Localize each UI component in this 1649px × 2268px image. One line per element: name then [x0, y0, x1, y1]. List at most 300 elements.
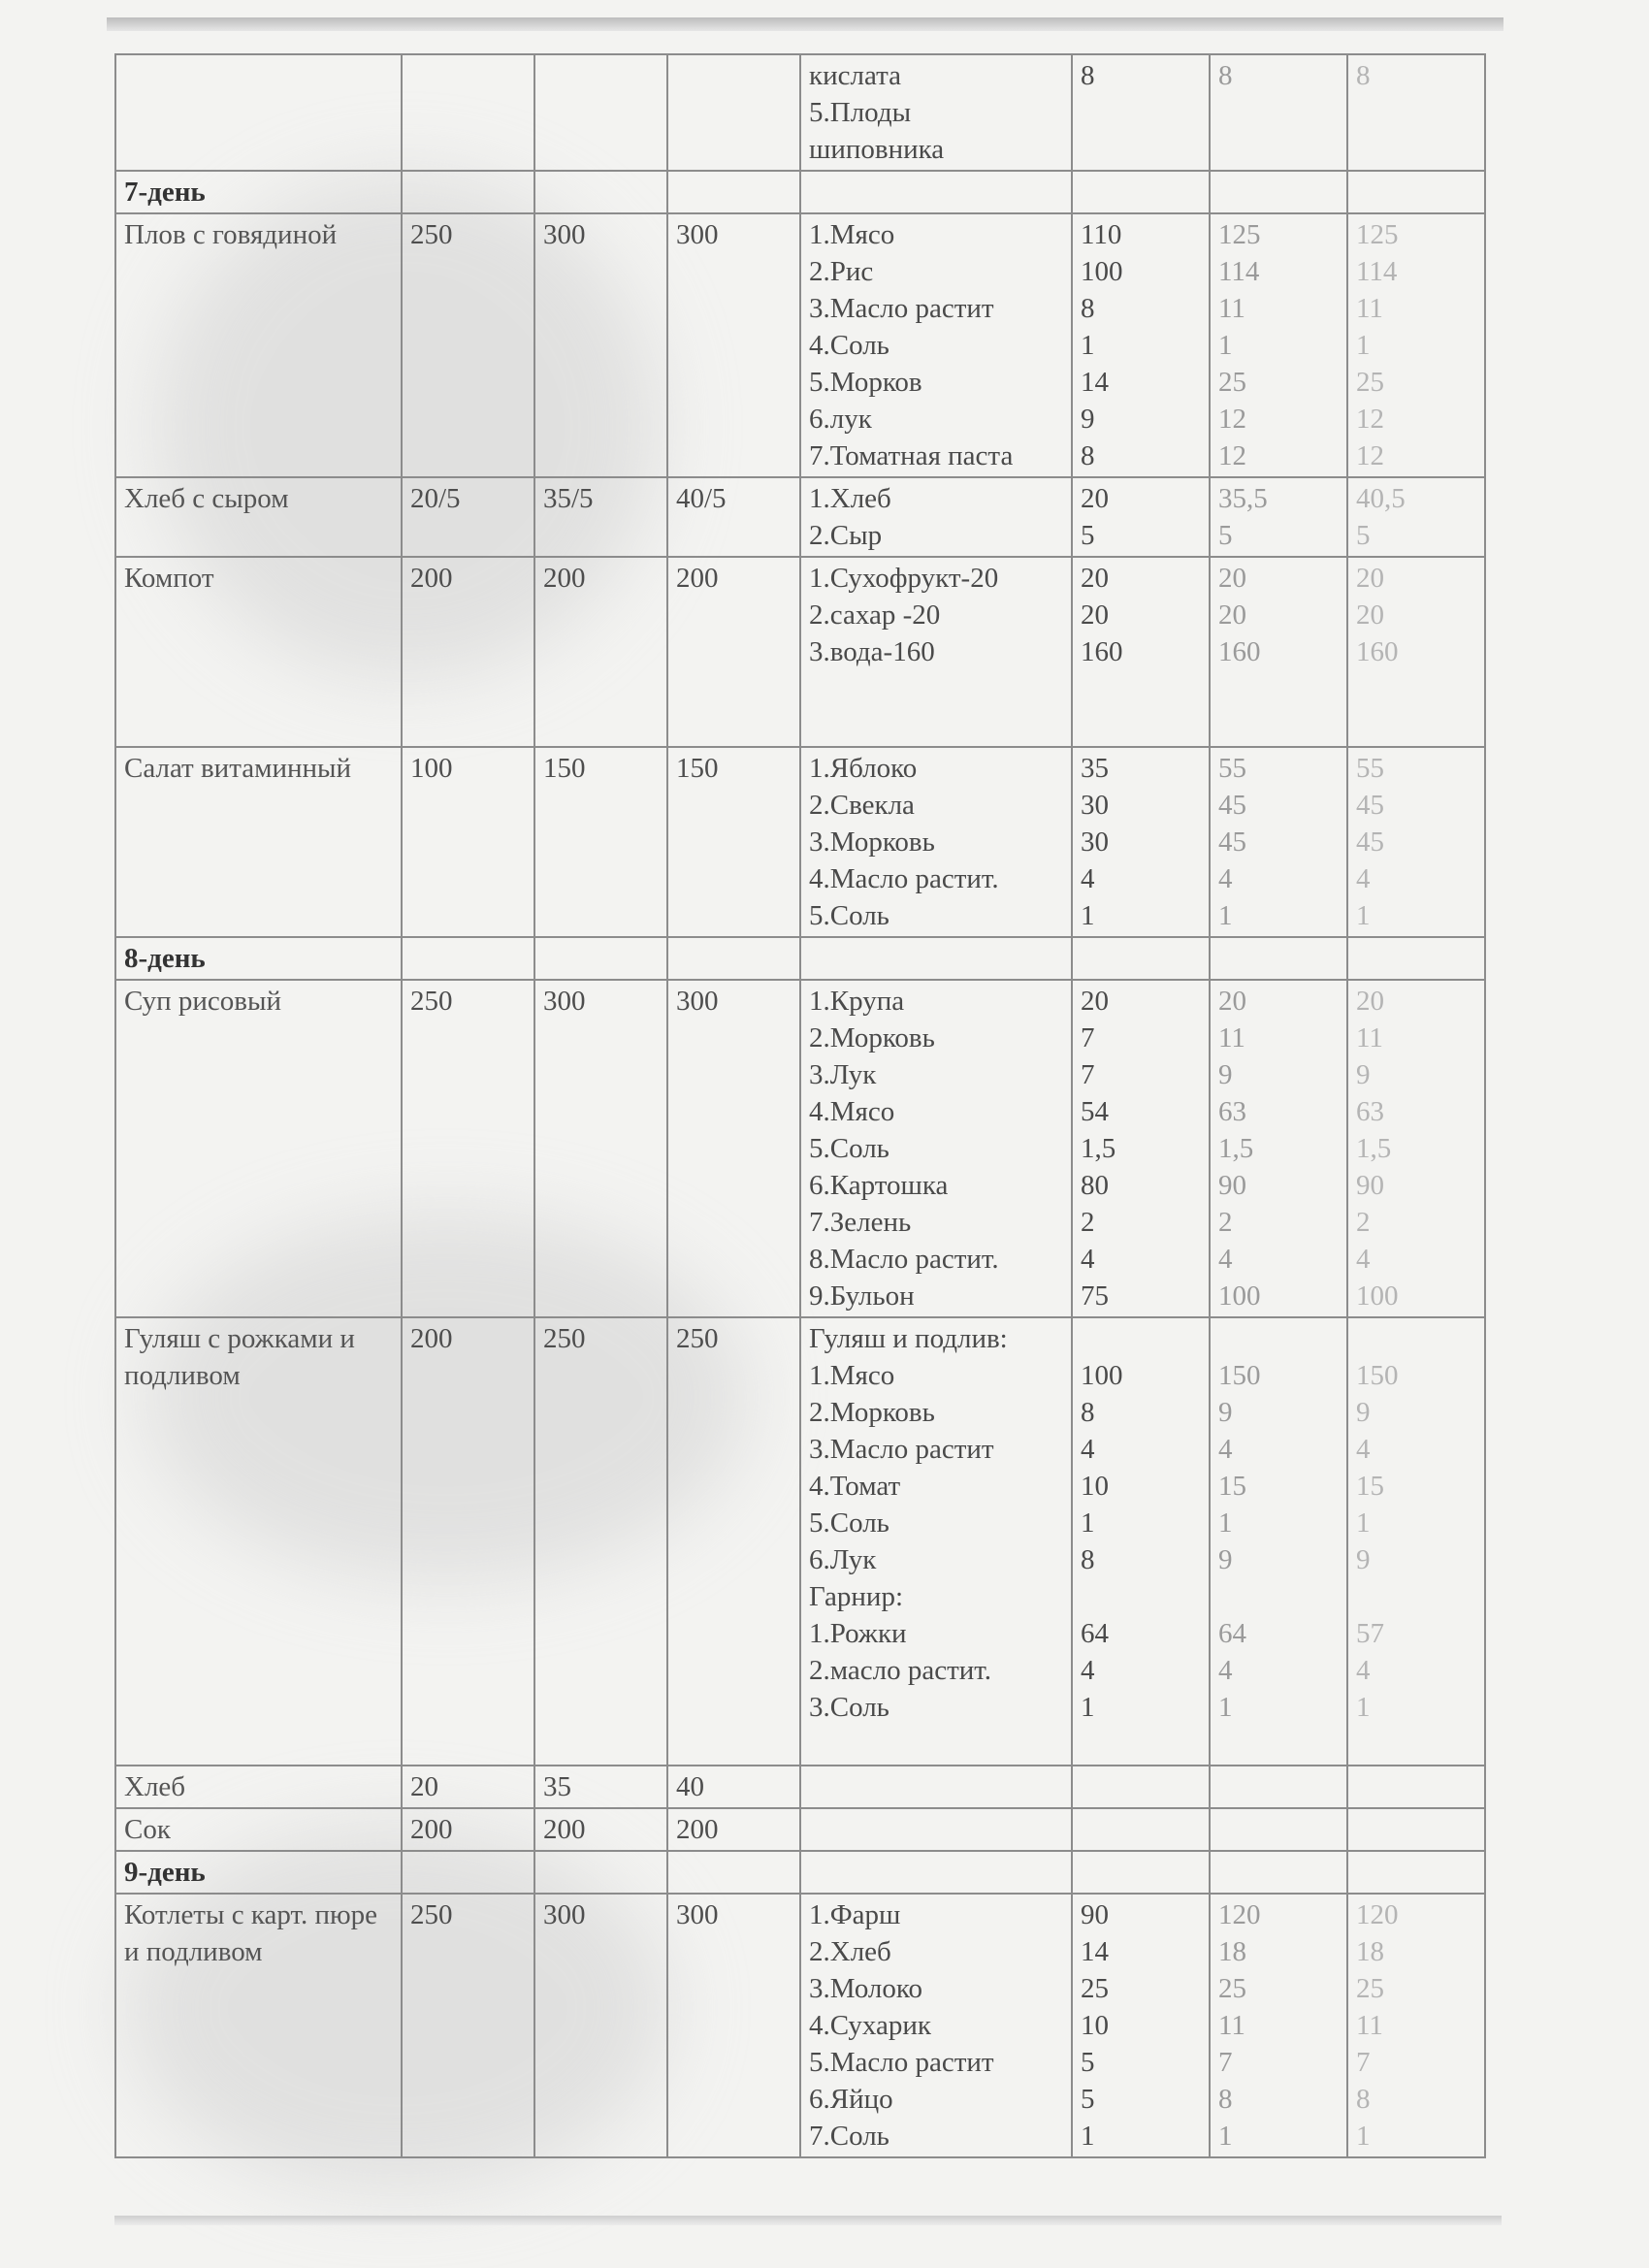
empty-cell	[402, 1851, 534, 1894]
dish-name: Сок	[115, 1808, 402, 1851]
gram-value: 20	[1356, 599, 1384, 631]
table-row	[115, 557, 1485, 747]
grams-c	[1347, 1808, 1485, 1851]
ingredient-item: 6.лук	[809, 404, 872, 435]
gram-value: 4	[1218, 863, 1233, 894]
ingredient-item: 3.Морковь	[809, 826, 935, 858]
ingredients-cell	[800, 980, 1072, 1317]
grams-a	[1072, 54, 1210, 171]
gram-value: 120	[1218, 1899, 1261, 1930]
grams-c	[1347, 1894, 1485, 2157]
gram-value: 5	[1081, 2084, 1095, 2115]
gram-value: 4	[1218, 1244, 1233, 1275]
portion-q3: 40/5	[667, 477, 800, 557]
portion-q3: 300	[667, 1894, 800, 2157]
gram-value: 1	[1356, 1507, 1371, 1539]
dish-name	[115, 54, 402, 171]
gram-value: 2	[1356, 1207, 1371, 1238]
gram-value: 8	[1356, 2084, 1371, 2115]
empty-cell	[1072, 1851, 1210, 1894]
ingredient-item: 1.Крупа	[809, 986, 905, 1017]
gram-value: 5	[1218, 520, 1233, 551]
portion-q1	[402, 54, 534, 171]
gram-value: 150	[1356, 1360, 1399, 1391]
gram-value: 4	[1081, 1244, 1095, 1275]
ingredient-item: 6.Лук	[809, 1544, 877, 1575]
gram-value: 12	[1218, 404, 1246, 435]
scan-edge-bottom	[114, 2216, 1502, 2225]
table-row	[115, 1317, 1485, 1766]
gram-value: 9	[1356, 1059, 1371, 1090]
gram-value	[1218, 1578, 1339, 1615]
empty-cell	[667, 937, 800, 980]
gram-value: 55	[1218, 753, 1246, 784]
gram-value: 9	[1356, 1397, 1371, 1428]
gram-value: 7	[1081, 1059, 1095, 1090]
empty-cell	[402, 937, 534, 980]
grams-b	[1210, 980, 1347, 1317]
table-row	[115, 980, 1485, 1317]
grams-a	[1072, 557, 1210, 747]
gram-value: 114	[1356, 256, 1398, 287]
ingredients-cell	[800, 747, 1072, 937]
gram-value: 45	[1356, 826, 1384, 858]
ingredient-item: 1.Сухофрукт-20	[809, 563, 999, 594]
gram-value: 20	[1218, 599, 1246, 631]
gram-value: 25	[1356, 367, 1384, 398]
gram-value: 150	[1218, 1360, 1261, 1391]
gram-value: 4	[1081, 863, 1095, 894]
ingredients-cell	[800, 1766, 1072, 1808]
portion-q3: 300	[667, 980, 800, 1317]
day-label: 7-день	[115, 171, 402, 213]
gram-value: 1	[1081, 1692, 1095, 1723]
menu-table-body	[115, 54, 1485, 2157]
gram-value: 64	[1218, 1618, 1246, 1649]
grams-b	[1210, 557, 1347, 747]
gram-value: 1	[1218, 1692, 1233, 1723]
ingredients-cell	[800, 1894, 1072, 2157]
grams-a	[1072, 1317, 1210, 1766]
gram-value: 1	[1356, 1692, 1371, 1723]
gram-value: 10	[1081, 2010, 1109, 2041]
grams-b	[1210, 477, 1347, 557]
gram-value	[1218, 1320, 1339, 1357]
table-row	[115, 54, 1485, 171]
ingredients-cell	[800, 54, 1072, 171]
ingredient-item: 1.Хлеб	[809, 483, 891, 514]
empty-cell	[800, 171, 1072, 213]
gram-value: 1	[1356, 900, 1371, 931]
gram-value: 11	[1218, 2010, 1245, 2041]
portion-q2: 300	[534, 980, 667, 1317]
ingredients-cell	[800, 1317, 1072, 1766]
gram-value: 120	[1356, 1899, 1399, 1930]
portion-q3: 200	[667, 557, 800, 747]
grams-c	[1347, 54, 1485, 171]
gram-value: 55	[1356, 753, 1384, 784]
gram-value: 63	[1218, 1096, 1246, 1127]
empty-cell	[1210, 171, 1347, 213]
ingredients-cell	[800, 1808, 1072, 1851]
gram-value: 15	[1356, 1471, 1384, 1502]
ingredient-item: 5.Морков	[809, 367, 922, 398]
table-row	[115, 213, 1485, 477]
empty-cell	[1210, 937, 1347, 980]
empty-cell	[667, 1851, 800, 1894]
portion-q2: 150	[534, 747, 667, 937]
gram-value: 45	[1218, 826, 1246, 858]
gram-value: 9	[1356, 1544, 1371, 1575]
gram-value: 20	[1218, 986, 1246, 1017]
gram-value: 8	[1081, 293, 1095, 324]
gram-value: 4	[1081, 1655, 1095, 1686]
gram-value: 160	[1218, 636, 1261, 667]
grams-c	[1347, 747, 1485, 937]
portion-q3: 40	[667, 1766, 800, 1808]
grams-b	[1210, 1766, 1347, 1808]
portion-q2: 35/5	[534, 477, 667, 557]
ingredient-item: Гарнир:	[809, 1581, 904, 1612]
ingredient-item: 2.масло растит.	[809, 1655, 992, 1686]
gram-value: 1	[1081, 2121, 1095, 2152]
grams-b	[1210, 1894, 1347, 2157]
gram-value: 35	[1081, 753, 1109, 784]
gram-value: 114	[1218, 256, 1260, 287]
dish-name: Хлеб с сыром	[115, 477, 402, 557]
portion-q3: 250	[667, 1317, 800, 1766]
portion-q2: 35	[534, 1766, 667, 1808]
ingredient-item: 4.Томат	[809, 1471, 901, 1502]
gram-value: 25	[1356, 1973, 1384, 2004]
ingredients-cell	[800, 213, 1072, 477]
gram-value: 14	[1081, 1936, 1109, 1967]
gram-value: 4	[1356, 1244, 1371, 1275]
gram-value: 63	[1356, 1096, 1384, 1127]
gram-value: 40,5	[1356, 483, 1406, 514]
ingredient-item: 1.Мясо	[809, 1360, 895, 1391]
gram-value: 160	[1356, 636, 1399, 667]
grams-a	[1072, 980, 1210, 1317]
dish-name: Салат витаминный	[115, 747, 402, 937]
gram-value: 30	[1081, 790, 1109, 821]
spacer	[809, 707, 1063, 744]
table-row	[115, 1766, 1485, 1808]
scan-edge-top	[107, 17, 1504, 31]
gram-value: 90	[1218, 1170, 1246, 1201]
empty-cell	[667, 171, 800, 213]
gram-value	[1356, 1320, 1476, 1357]
ingredient-item: 2.сахар -20	[809, 599, 941, 631]
gram-value	[1356, 1578, 1476, 1615]
gram-value: 100	[1218, 1280, 1261, 1312]
gram-value: 25	[1218, 367, 1246, 398]
grams-c	[1347, 477, 1485, 557]
gram-value: 45	[1218, 790, 1246, 821]
ingredient-item: 2.Хлеб	[809, 1936, 891, 1967]
gram-value: 11	[1356, 1022, 1383, 1053]
gram-value: 5	[1081, 520, 1095, 551]
portion-q2: 300	[534, 1894, 667, 2157]
gram-value: 90	[1356, 1170, 1384, 1201]
gram-value: 5	[1081, 2047, 1095, 2078]
ingredient-item: 2.Рис	[809, 256, 874, 287]
grams-a	[1072, 1808, 1210, 1851]
gram-value: 100	[1356, 1280, 1399, 1312]
day-header-row	[115, 1851, 1485, 1894]
gram-value: 18	[1218, 1936, 1246, 1967]
table-row	[115, 1894, 1485, 2157]
portion-q2	[534, 54, 667, 171]
empty-cell	[1210, 1851, 1347, 1894]
ingredient-item: шиповника	[809, 134, 945, 165]
gram-value: 100	[1081, 1360, 1123, 1391]
gram-value: 125	[1218, 219, 1261, 250]
empty-cell	[1072, 937, 1210, 980]
gram-value: 57	[1356, 1618, 1384, 1649]
gram-value: 20	[1081, 563, 1109, 594]
ingredient-item: 6.Яйцо	[809, 2084, 893, 2115]
empty-cell	[402, 171, 534, 213]
empty-cell	[1347, 171, 1485, 213]
gram-value: 64	[1081, 1618, 1109, 1649]
gram-value: 25	[1218, 1973, 1246, 2004]
gram-value: 20	[1218, 563, 1246, 594]
ingredient-item: 7.Томатная паста	[809, 440, 1014, 471]
gram-value: 9	[1218, 1397, 1233, 1428]
portion-q2: 300	[534, 213, 667, 477]
portion-q1: 200	[402, 1808, 534, 1851]
gram-value: 20	[1081, 483, 1109, 514]
gram-value: 8	[1356, 60, 1371, 91]
ingredient-item: 3.Лук	[809, 1059, 877, 1090]
gram-value: 2	[1081, 1207, 1095, 1238]
gram-value: 7	[1356, 2047, 1371, 2078]
gram-value: 1	[1218, 1507, 1233, 1539]
portion-q1: 200	[402, 557, 534, 747]
ingredients-cell	[800, 557, 1072, 747]
ingredient-item: 4.Масло растит.	[809, 863, 999, 894]
grams-a	[1072, 1766, 1210, 1808]
grams-b	[1210, 747, 1347, 937]
grams-c	[1347, 980, 1485, 1317]
gram-value: 8	[1218, 2084, 1233, 2115]
empty-cell	[1347, 937, 1485, 980]
gram-value: 160	[1081, 636, 1123, 667]
gram-value: 11	[1356, 293, 1383, 324]
gram-value: 1	[1356, 330, 1371, 361]
empty-cell	[534, 1851, 667, 1894]
empty-cell	[1072, 171, 1210, 213]
portion-q2: 250	[534, 1317, 667, 1766]
ingredient-item: 5.Плоды	[809, 97, 912, 128]
table-row	[115, 477, 1485, 557]
gram-value: 100	[1081, 256, 1123, 287]
day-label: 8-день	[115, 937, 402, 980]
gram-value: 9	[1218, 1059, 1233, 1090]
ingredient-item: 3.вода-160	[809, 636, 935, 667]
gram-value: 12	[1356, 404, 1384, 435]
gram-value: 125	[1356, 219, 1399, 250]
ingredients-cell	[800, 477, 1072, 557]
gram-value: 4	[1356, 863, 1371, 894]
gram-value	[1081, 1320, 1201, 1357]
gram-value: 9	[1218, 1544, 1233, 1575]
gram-value: 4	[1356, 1434, 1371, 1465]
portion-q2: 200	[534, 557, 667, 747]
grams-a	[1072, 477, 1210, 557]
spacer	[809, 1726, 1063, 1763]
gram-value: 8	[1081, 1544, 1095, 1575]
gram-value: 1	[1356, 2121, 1371, 2152]
dish-name: Суп рисовый	[115, 980, 402, 1317]
ingredient-item: кислата	[809, 60, 901, 91]
gram-value: 15	[1218, 1471, 1246, 1502]
ingredient-item: 7.Соль	[809, 2121, 889, 2152]
ingredient-item: 5.Соль	[809, 1133, 889, 1164]
grams-a	[1072, 213, 1210, 477]
ingredient-item: 3.Молоко	[809, 1973, 923, 2004]
gram-value: 7	[1218, 2047, 1233, 2078]
gram-value: 1,5	[1081, 1133, 1116, 1164]
gram-value: 4	[1218, 1434, 1233, 1465]
ingredient-item: 8.Масло растит.	[809, 1244, 999, 1275]
ingredient-item: 5.Масло растит	[809, 2047, 994, 2078]
gram-value: 8	[1218, 60, 1233, 91]
dish-name: Хлеб	[115, 1766, 402, 1808]
gram-value: 1	[1218, 330, 1233, 361]
gram-value: 18	[1356, 1936, 1384, 1967]
spacer	[809, 670, 1063, 707]
ingredient-item: 2.Морковь	[809, 1397, 935, 1428]
ingredient-item: 1.Мясо	[809, 219, 895, 250]
ingredient-item: 9.Бульон	[809, 1280, 915, 1312]
portion-q1: 100	[402, 747, 534, 937]
gram-value: 80	[1081, 1170, 1109, 1201]
gram-value: 90	[1081, 1899, 1109, 1930]
portion-q3: 150	[667, 747, 800, 937]
grams-b	[1210, 54, 1347, 171]
gram-value: 30	[1081, 826, 1109, 858]
grams-b	[1210, 1317, 1347, 1766]
ingredient-item: 4.Сухарик	[809, 2010, 931, 2041]
ingredient-item: 2.Сыр	[809, 520, 883, 551]
gram-value: 8	[1081, 440, 1095, 471]
portion-q1: 200	[402, 1317, 534, 1766]
empty-cell	[800, 1851, 1072, 1894]
ingredient-item: Гуляш и подлив:	[809, 1323, 1008, 1354]
portion-q1: 250	[402, 1894, 534, 2157]
gram-value: 11	[1218, 293, 1245, 324]
ingredient-item: 4.Мясо	[809, 1096, 895, 1127]
empty-cell	[534, 171, 667, 213]
gram-value: 12	[1356, 440, 1384, 471]
empty-cell	[1347, 1851, 1485, 1894]
table-row	[115, 747, 1485, 937]
menu-table	[114, 53, 1486, 2158]
gram-value: 1	[1081, 1507, 1095, 1539]
portion-q3: 200	[667, 1808, 800, 1851]
portion-q1: 20	[402, 1766, 534, 1808]
portion-q3: 300	[667, 213, 800, 477]
portion-q1: 250	[402, 213, 534, 477]
portion-q1: 250	[402, 980, 534, 1317]
gram-value: 4	[1218, 1655, 1233, 1686]
ingredient-item: 6.Картошка	[809, 1170, 949, 1201]
gram-value: 20	[1081, 986, 1109, 1017]
ingredient-item: 1.Рожки	[809, 1618, 907, 1649]
gram-value: 4	[1356, 1655, 1371, 1686]
gram-value: 9	[1081, 404, 1095, 435]
grams-c	[1347, 1317, 1485, 1766]
gram-value: 1	[1218, 900, 1233, 931]
grams-b	[1210, 213, 1347, 477]
gram-value: 110	[1081, 219, 1122, 250]
grams-c	[1347, 1766, 1485, 1808]
gram-value: 8	[1081, 1397, 1095, 1428]
grams-b	[1210, 1808, 1347, 1851]
portion-q1: 20/5	[402, 477, 534, 557]
day-header-row	[115, 171, 1485, 213]
empty-cell	[534, 937, 667, 980]
gram-value: 1	[1081, 330, 1095, 361]
ingredient-item: 1.Фарш	[809, 1899, 901, 1930]
gram-value: 1	[1218, 2121, 1233, 2152]
gram-value: 7	[1081, 1022, 1095, 1053]
portion-q3	[667, 54, 800, 171]
grams-a	[1072, 747, 1210, 937]
dish-name: Котлеты с карт. пюре и подливом	[115, 1894, 402, 2157]
gram-value: 35,5	[1218, 483, 1268, 514]
dish-name: Плов с говядиной	[115, 213, 402, 477]
gram-value: 11	[1356, 2010, 1383, 2041]
ingredient-item: 3.Масло растит	[809, 293, 994, 324]
gram-value: 12	[1218, 440, 1246, 471]
portion-q2: 200	[534, 1808, 667, 1851]
dish-name: Компот	[115, 557, 402, 747]
empty-cell	[800, 937, 1072, 980]
gram-value: 20	[1356, 563, 1384, 594]
table-row	[115, 1808, 1485, 1851]
gram-value: 54	[1081, 1096, 1109, 1127]
gram-value: 75	[1081, 1280, 1109, 1312]
gram-value: 10	[1081, 1471, 1109, 1502]
gram-value: 1,5	[1218, 1133, 1254, 1164]
gram-value: 25	[1081, 1973, 1109, 2004]
day-header-row	[115, 937, 1485, 980]
day-label: 9-день	[115, 1851, 402, 1894]
grams-c	[1347, 213, 1485, 477]
gram-value: 1	[1081, 900, 1095, 931]
grams-c	[1347, 557, 1485, 747]
gram-value: 45	[1356, 790, 1384, 821]
ingredient-item: 5.Соль	[809, 1507, 889, 1539]
gram-value: 4	[1081, 1434, 1095, 1465]
gram-value: 5	[1356, 520, 1371, 551]
gram-value: 11	[1218, 1022, 1245, 1053]
gram-value: 20	[1081, 599, 1109, 631]
ingredient-item: 5.Соль	[809, 900, 889, 931]
grams-a	[1072, 1894, 1210, 2157]
gram-value: 20	[1356, 986, 1384, 1017]
ingredient-item: 3.Соль	[809, 1692, 889, 1723]
ingredient-item: 2.Морковь	[809, 1022, 935, 1053]
ingredient-item: 1.Яблоко	[809, 753, 918, 784]
ingredient-item: 7.Зелень	[809, 1207, 912, 1238]
gram-value: 1,5	[1356, 1133, 1392, 1164]
ingredient-item: 3.Масло растит	[809, 1434, 994, 1465]
gram-value: 14	[1081, 367, 1109, 398]
